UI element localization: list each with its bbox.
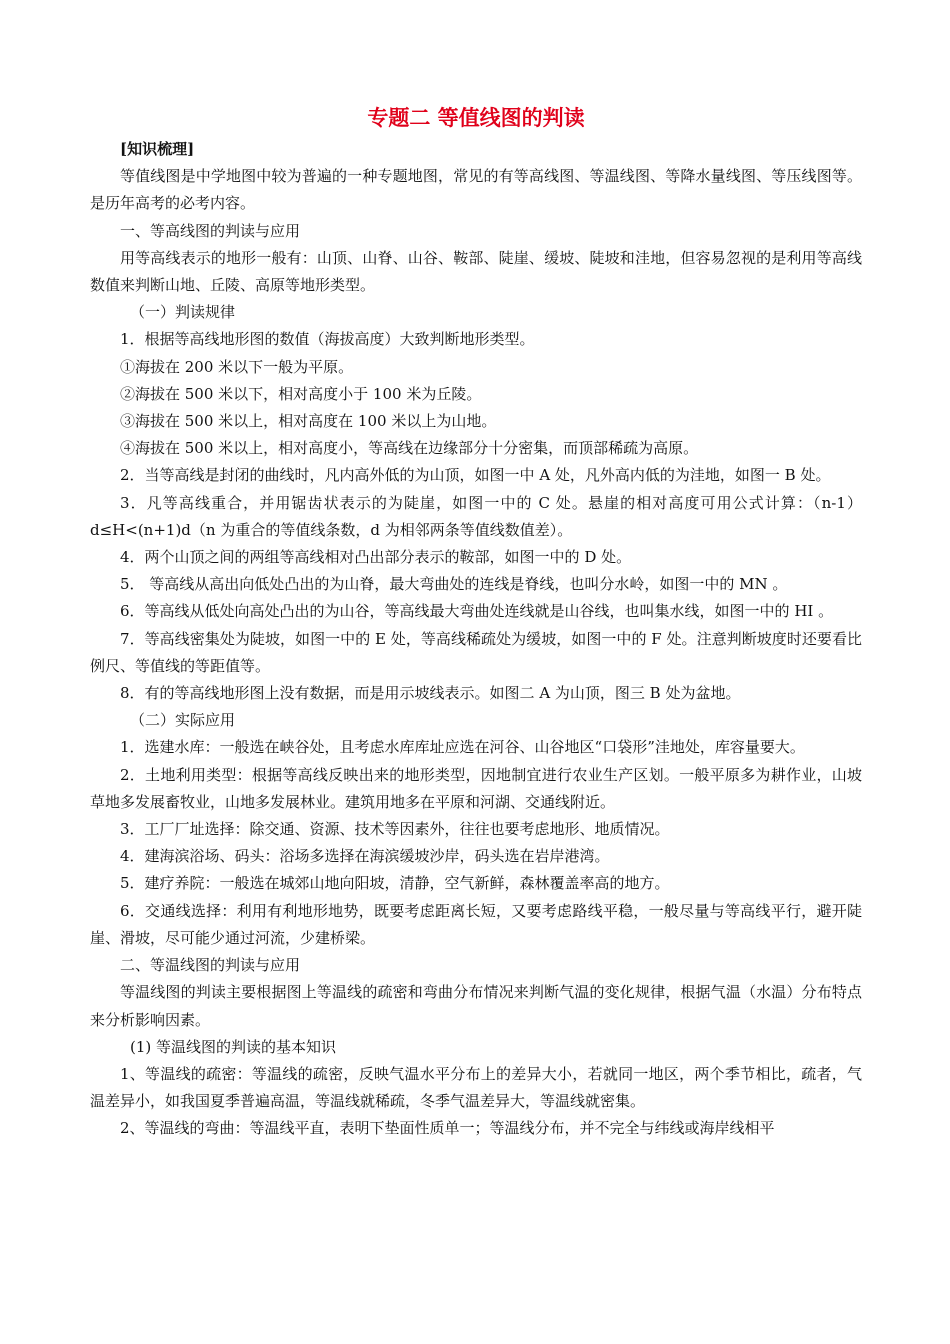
list-item: 2．当等高线是封闭的曲线时，凡内高外低的为山顶，如图一中 A 处，凡外高内低的为洼地，如图一 B 处。 bbox=[120, 466, 831, 485]
list-item: 2、等温线的弯曲：等温线平直，表明下垫面性质单一；等温线分布，并不完全与纬线或海岸线相平 bbox=[120, 1119, 775, 1138]
section-heading-knowledge: [知识梳理] bbox=[120, 140, 195, 158]
list-item: 6．等高线从低处向高处凸出的为山谷，等高线最大弯曲处连线就是山谷线，也叫集水线，如图一中的 HI 。 bbox=[120, 602, 834, 621]
list-item: ①海拔在 200 米以下一般为平原。 bbox=[120, 357, 354, 376]
list-item: ②海拔在 500 米以下，相对高度小于 100 米为丘陵。 bbox=[120, 384, 482, 403]
document-page bbox=[90, 100, 862, 1143]
list-item: 7．等高线密集处为陡坡，如图一中的 E 处，等高线稀疏处为缓坡，如图一中的 F 处。注意判断坡度时还要看比例尺、等值线的等距值等。 bbox=[90, 629, 862, 675]
paragraph: 等温线图的判读主要根据图上等温线的疏密和弯曲分布情况来判断气温的变化规律，根据气温（水温）分布特点来分析影响因素。 bbox=[90, 983, 862, 1029]
section-heading: 二、等温线图的判读与应用 bbox=[120, 956, 301, 975]
list-item: 8．有的等高线地形图上没有数据，而是用示坡线表示。如图二 A 为山顶，图三 B 处为盆地。 bbox=[120, 684, 741, 703]
section-heading: 一、等高线图的判读与应用 bbox=[120, 221, 301, 240]
list-item: 5． 等高线从高出向低处凸出的为山脊，最大弯曲处的连线是脊线，也叫分水岭，如图一中的 MN 。 bbox=[120, 575, 788, 594]
list-item: 1．根据等高线地形图的数值（海拔高度）大致判断地形类型。 bbox=[120, 330, 535, 349]
list-item: 3．工厂厂址选择：除交通、资源、技术等因素外，往往也要考虑地形、地质情况。 bbox=[120, 820, 670, 839]
subsection-heading: (1) 等温线图的判读的基本知识 bbox=[130, 1037, 337, 1056]
page-title: 专题二 等值线图的判读 bbox=[367, 106, 585, 130]
subsection-heading: （一）判读规律 bbox=[130, 303, 236, 322]
subsection-heading: （二）实际应用 bbox=[130, 711, 236, 730]
list-item: 6．交通线选择：利用有利地形地势，既要考虑距离长短，又要考虑路线平稳，一般尽量与等高线平行，避开陡崖、滑坡，尽可能少通过河流，少建桥梁。 bbox=[90, 901, 862, 947]
list-item: 3．凡等高线重合，并用锯齿状表示的为陡崖，如图一中的 C 处。悬崖的相对高度可用公式计算：（n-1）d≤H<(n+1)d（n 为重合的等值线条数，d 为相邻两条等值线数值差）。 bbox=[90, 493, 862, 539]
list-item: 1、等温线的疏密：等温线的疏密，反映气温水平分布上的差异大小，若就同一地区，两个季节相比，疏者，气温差异小，如我国夏季普遍高温，等温线就稀疏，冬季气温差异大，等温线就密集。 bbox=[90, 1064, 862, 1111]
list-item: 1．选建水库：一般选在峡谷处，且考虑水库库址应选在河谷、山谷地区“口袋形”洼地处，库容量要大。 bbox=[120, 738, 805, 757]
list-item: ③海拔在 500 米以上，相对高度在 100 米以上为山地。 bbox=[120, 412, 497, 431]
paragraph: 等值线图是中学地图中较为普遍的一种专题地图，常见的有等高线图、等温线图、等降水量线图、等压线图等。是历年高考的必考内容。 bbox=[90, 167, 862, 213]
list-item: 5．建疗养院：一般选在城郊山地向阳坡，清静，空气新鲜，森林覆盖率高的地方。 bbox=[120, 874, 670, 893]
list-item: 4．两个山顶之间的两组等高线相对凸出部分表示的鞍部，如图一中的 D 处。 bbox=[120, 548, 632, 567]
list-item: 4．建海滨浴场、码头：浴场多选择在海滨缓坡沙岸，码头选在岩岸港湾。 bbox=[120, 847, 610, 866]
paragraph: 用等高线表示的地形一般有：山顶、山脊、山谷、鞍部、陡崖、缓坡、陡坡和洼地，但容易忽视的是利用等高线数值来判断山地、丘陵、高原等地形类型。 bbox=[90, 248, 862, 295]
list-item: ④海拔在 500 米以上，相对高度小，等高线在边缘部分十分密集，而顶部稀疏为高原。 bbox=[120, 439, 699, 458]
list-item: 2．土地利用类型：根据等高线反映出来的地形类型，因地制宜进行农业生产区划。一般平原多为耕作业，山坡草地多发展畜牧业，山地多发展林业。建筑用地多在平原和河湖、交通线附近。 bbox=[90, 765, 862, 811]
